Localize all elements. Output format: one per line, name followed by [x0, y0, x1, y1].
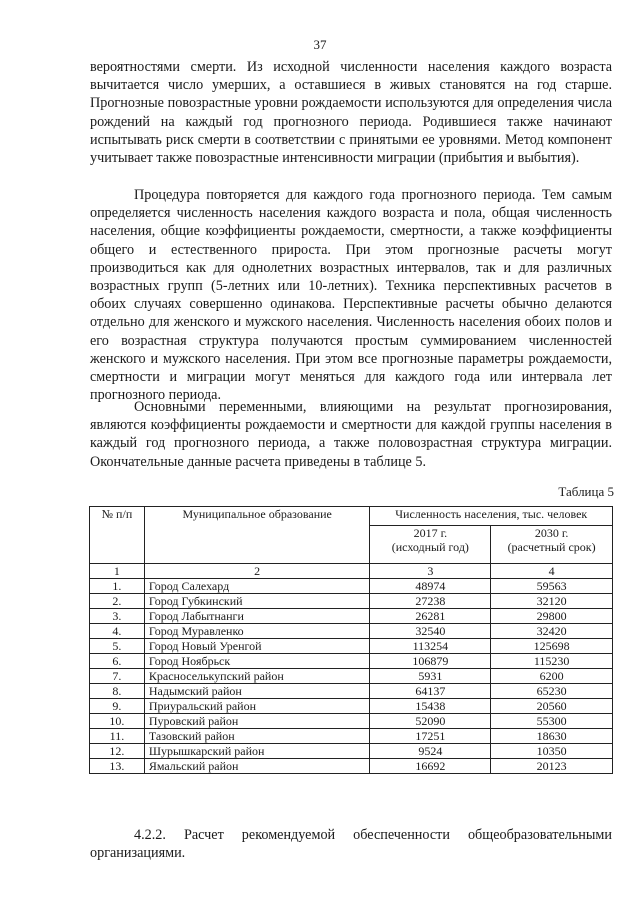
row-municipality: Город Новый Уренгой: [144, 639, 370, 654]
row-population-2030: 59563: [491, 579, 613, 594]
population-table: [89, 506, 613, 774]
row-number: 6.: [90, 654, 145, 669]
header-2017-note: (исходный год): [391, 540, 469, 555]
table-row: [90, 744, 613, 759]
table-caption: Таблица 5: [558, 484, 614, 499]
row-population-2017: 16692: [370, 759, 491, 774]
row-number: 11.: [90, 729, 145, 744]
table-column-numbers-row: [90, 564, 613, 579]
row-number: 9.: [90, 699, 145, 714]
row-municipality: Город Ноябрьск: [144, 654, 370, 669]
row-population-2017: 48974: [370, 579, 491, 594]
row-municipality: Город Салехард: [144, 579, 370, 594]
row-municipality: Ямальский район: [144, 759, 370, 774]
paragraph-text: Основными переменными, влияющими на результат прогнозирования, являются коэффициенты рождаемости и смертности для каждой группы населения в каждый год прогнозного периода, а также половозрастная структура миграции. Окончательные данные расчета приведены в таблице 5.: [90, 399, 612, 470]
row-number: 12.: [90, 744, 145, 759]
row-number: 10.: [90, 714, 145, 729]
header-2030-note: (расчетный срок): [507, 540, 596, 555]
table-row: [90, 579, 613, 594]
row-population-2017: 15438: [370, 699, 491, 714]
paragraph-text: Процедура повторяется для каждого года прогнозного периода. Тем самым определяется численность населения каждого возраста и пола, общая численность населения, общие коэффициенты рождаемости, смертности, а также коэффициенты общего и естественного прироста. При этом прогнозные расчеты могут производиться как для однолетних возрастных интервалов, так и для различных возрастных групп (5-летних или 10-летних). Техника перспективных расчетов в обоих случаях совершенно одинакова. Перспективные расчеты обычно делаются отдельно для женского и мужского населения. Численность населения обоих полов и его возрастная структура получаются простым суммированием численностей женского и мужского населения. При этом все прогнозные параметры рождаемости, смертности и миграции могут меняться для каждого года или интервала лет прогнозного периода.: [90, 187, 612, 404]
row-number: 4.: [90, 624, 145, 639]
row-population-2030: 10350: [491, 744, 613, 759]
row-population-2030: 6200: [491, 669, 613, 684]
row-population-2030: 32420: [491, 624, 613, 639]
row-population-2030: 18630: [491, 729, 613, 744]
table-row: [90, 729, 613, 744]
paragraph-text: вероятностями смерти. Из исходной численности населения каждого возраста вычитается число умерших, а оставшиеся в живых становятся на год старше. Прогнозные повозрастные уровни рождаемости используются для определения числа рождений на каждый год прогнозного периода. Родившиеся также начинают испытывать риск смерти в соответствии с принятыми ее уровнями. Метод компонент учитывает также повозрастные интенсивности миграции (прибытия и выбытия).: [90, 59, 612, 167]
row-population-2017: 5931: [370, 669, 491, 684]
col-number: 4: [491, 564, 613, 579]
row-municipality: Город Лабытнанги: [144, 609, 370, 624]
table-row: [90, 639, 613, 654]
table-row: [90, 594, 613, 609]
paragraph-2: [90, 186, 612, 404]
row-number: 8.: [90, 684, 145, 699]
row-municipality: Пуровский район: [144, 714, 370, 729]
row-population-2017: 26281: [370, 609, 491, 624]
row-population-2030: 65230: [491, 684, 613, 699]
row-population-2017: 27238: [370, 594, 491, 609]
row-population-2017: 52090: [370, 714, 491, 729]
row-municipality: Надымский район: [144, 684, 370, 699]
table-row: [90, 699, 613, 714]
row-number: 7.: [90, 669, 145, 684]
header-population: Численность населения, тыс. человек: [370, 507, 613, 526]
col-number: 3: [370, 564, 491, 579]
row-population-2030: 125698: [491, 639, 613, 654]
row-municipality: Шурышкарский район: [144, 744, 370, 759]
col-number: 2: [144, 564, 370, 579]
header-2017-year: 2017 г.: [413, 526, 448, 541]
row-population-2030: 20560: [491, 699, 613, 714]
col-number: 1: [90, 564, 145, 579]
table-row: [90, 669, 613, 684]
table-row: [90, 714, 613, 729]
section-paragraph-text: 4.2.2. Расчет рекомендуемой обеспеченности общеобразовательными организациями.: [90, 827, 612, 862]
header-num: № п/п: [90, 507, 145, 564]
paragraph-3: [90, 398, 612, 471]
row-number: 1.: [90, 579, 145, 594]
header-2030: [491, 526, 613, 564]
row-municipality: Приуральский район: [144, 699, 370, 714]
row-municipality: Город Муравленко: [144, 624, 370, 639]
row-municipality: Красноселькупский район: [144, 669, 370, 684]
header-municipality: Муниципальное образование: [144, 507, 370, 564]
table-row: [90, 684, 613, 699]
table-header-row: [90, 507, 613, 526]
table-row: [90, 624, 613, 639]
row-population-2017: 106879: [370, 654, 491, 669]
page-number: 37: [313, 37, 327, 52]
row-population-2017: 64137: [370, 684, 491, 699]
row-population-2017: 32540: [370, 624, 491, 639]
header-2017: [370, 526, 491, 564]
table-row: [90, 654, 613, 669]
row-municipality: Город Губкинский: [144, 594, 370, 609]
section-paragraph: [90, 826, 612, 862]
row-number: 2.: [90, 594, 145, 609]
row-population-2030: 115230: [491, 654, 613, 669]
row-number: 13.: [90, 759, 145, 774]
row-population-2030: 55300: [491, 714, 613, 729]
row-population-2030: 29800: [491, 609, 613, 624]
table-row: [90, 609, 613, 624]
row-number: 3.: [90, 609, 145, 624]
row-population-2017: 17251: [370, 729, 491, 744]
paragraph-1: [90, 58, 612, 167]
row-population-2030: 32120: [491, 594, 613, 609]
table-row: [90, 759, 613, 774]
row-municipality: Тазовский район: [144, 729, 370, 744]
row-population-2017: 113254: [370, 639, 491, 654]
row-population-2017: 9524: [370, 744, 491, 759]
row-number: 5.: [90, 639, 145, 654]
header-2030-year: 2030 г.: [534, 526, 569, 541]
row-population-2030: 20123: [491, 759, 613, 774]
